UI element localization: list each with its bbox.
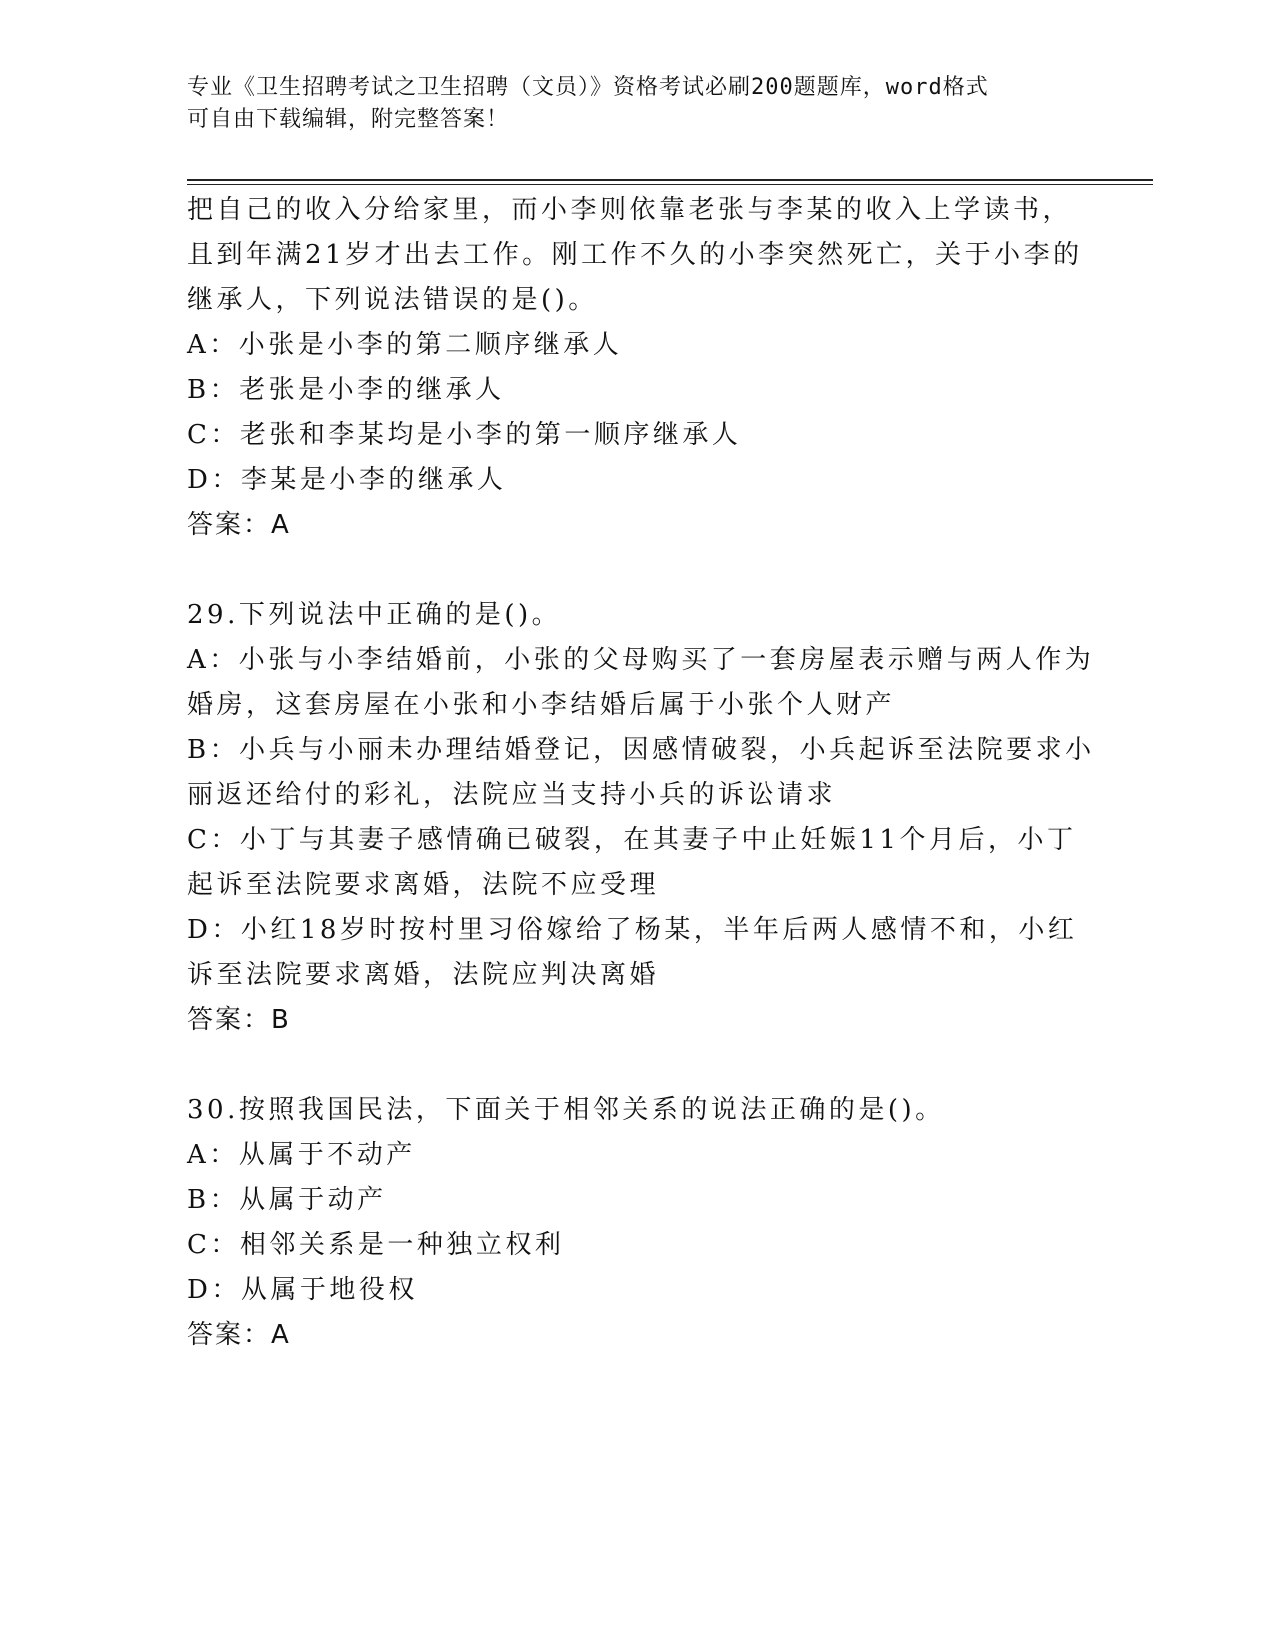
option-d: D：李某是小李的继承人 — [187, 465, 507, 495]
option-c-continued: 起诉至法院要求离婚，法院不应受理 — [187, 870, 660, 900]
answer-label: 答案：B — [187, 1005, 291, 1035]
question-list — [187, 188, 1095, 1358]
option-b: B：老张是小李的继承人 — [187, 375, 505, 405]
question-stem-line: 把自己的收入分给家里，而小李则依靠老张与李某的收入上学读书， — [187, 195, 1073, 225]
question-stem-line: 30.按照我国民法，下面关于相邻关系的说法正确的是()。 — [187, 1095, 945, 1125]
option-a-continued: 婚房，这套房屋在小张和小李结婚后属于小张个人财产 — [187, 690, 896, 720]
option-a: A：从属于不动产 — [187, 1140, 416, 1170]
option-a: A：小张是小李的第二顺序继承人 — [187, 330, 623, 360]
header-divider-thick — [187, 179, 1153, 181]
option-d: D：小红18岁时按村里习俗嫁给了杨某，半年后两人感情不和，小红 — [187, 915, 1078, 945]
document-header — [187, 72, 1067, 136]
question-28 — [187, 188, 1083, 548]
option-c: C：相邻关系是一种独立权利 — [187, 1230, 565, 1260]
option-b-continued: 丽返还给付的彩礼，法院应当支持小兵的诉讼请求 — [187, 780, 837, 810]
question-spacer — [187, 548, 1077, 593]
option-c: C：小丁与其妻子感情确已破裂，在其妻子中止妊娠11个月后，小丁 — [187, 825, 1077, 855]
option-a: A：小张与小李结婚前，小张的父母购买了一套房屋表示赠与两人作为 — [187, 645, 1095, 675]
question-29 — [187, 593, 1095, 1043]
question-stem-line: 继承人，下列说法错误的是()。 — [187, 285, 598, 315]
header-line-1: 专业《卫生招聘考试之卫生招聘（文员）》资格考试必刷200题题库，word格式 — [187, 75, 989, 100]
question-stem-line: 且到年满21岁才出去工作。刚工作不久的小李突然死亡，关于小李的 — [187, 240, 1083, 270]
question-30 — [187, 1088, 1077, 1358]
header-line-2: 可自由下载编辑，附完整答案！ — [187, 107, 510, 132]
header-divider-thin — [187, 184, 1153, 185]
question-spacer — [187, 1043, 1077, 1088]
question-stem-line: 29.下列说法中正确的是()。 — [187, 600, 562, 630]
option-c: C：老张和李某均是小李的第一顺序继承人 — [187, 420, 742, 450]
option-d: D：从属于地役权 — [187, 1275, 418, 1305]
answer-label: 答案：A — [187, 510, 291, 540]
option-d-continued: 诉至法院要求离婚，法院应判决离婚 — [187, 960, 660, 990]
answer-label: 答案：A — [187, 1320, 291, 1350]
option-b: B：从属于动产 — [187, 1185, 387, 1215]
option-b: B：小兵与小丽未办理结婚登记，因感情破裂，小兵起诉至法院要求小 — [187, 735, 1095, 765]
